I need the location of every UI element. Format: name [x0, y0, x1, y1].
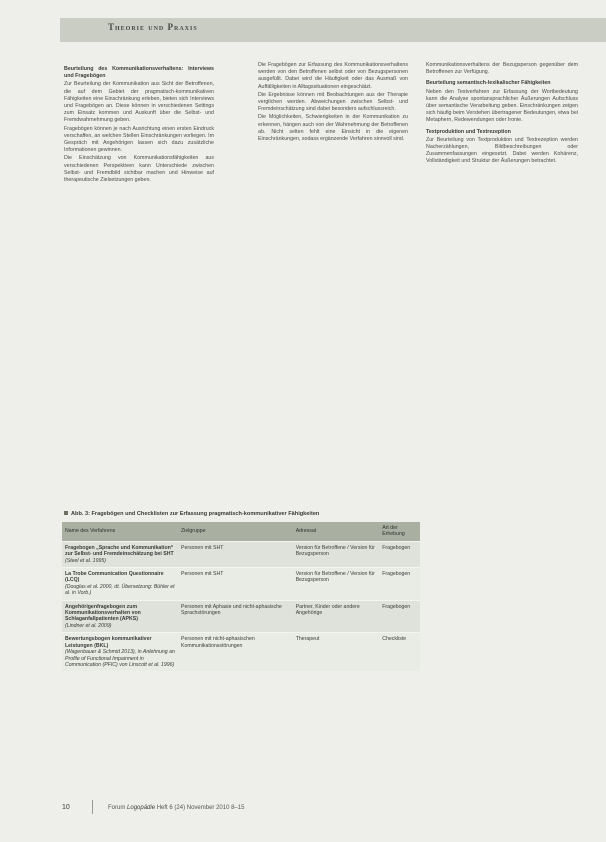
cell-method: Fragebogen	[379, 568, 420, 601]
column-header: Zielgruppe	[178, 522, 293, 541]
questionnaire-table	[62, 522, 420, 671]
cell-addressee: Partner, Kinder oder andere Angehörige	[293, 600, 380, 633]
figure-caption	[64, 511, 414, 517]
caption-text: Abb. 3: Fragebögen und Checklisten zur Erfassung pragmatisch-kommunikativer Fähigkeiten	[71, 511, 320, 517]
column-middle	[258, 62, 408, 144]
caption-marker	[64, 511, 68, 515]
section-heading: Beurteilung semantisch-lexikalischer Fähigkeiten	[426, 80, 551, 87]
column-header: Art der Erhebung	[379, 522, 420, 541]
cell-target: Personen mit nicht-aphasischen Kommunikationsstörungen	[178, 633, 293, 672]
cell-name	[62, 568, 178, 601]
cell-name	[62, 600, 178, 633]
cell-addressee: Version für Betroffene / Version für Bezugsperson	[293, 568, 380, 601]
journal-issue: Heft 6 (24) November 2010 8–15	[156, 805, 245, 811]
journal-brand: Logopädie	[127, 805, 156, 811]
procedure-name: Bewertungsbogen kommunikativer Leistungen (BKL)	[65, 636, 152, 649]
table-header-row	[62, 522, 420, 541]
paragraph: Zur Beurteilung der Kommunikation aus Sicht der Betroffenen, die auf dem Gebiet der pragmatisch-kommunikativen Fähigkeiten eine Einschränkung erleben, bieten sich Interviews und Fragebögen an. Diese können in verschiedenen Settings zum Einsatz kommen und Auskunft über die Selbst- und Fremdwahrnehmung geben.	[64, 81, 214, 124]
page-number: 10	[62, 804, 70, 811]
journal-prefix: Forum	[108, 805, 126, 811]
paragraph: Neben den Testverfahren zur Erfassung der Wortbedeutung kann die Analyse spontansprachlicher Äußerungen Aufschluss über semantische Verarbeitung geben. Einschränkungen zeigen sich häufig beim Verstehen übertragener Bedeutungen, etwa bei Metaphern, Redewendungen oder Ironie.	[426, 88, 578, 124]
reference: (Wagenbauer & Schmid 2013), in Anlehnung an Profile of Functional Impairment in Communication (PFIC) von Linscott et al. 1996)	[65, 649, 175, 668]
table-row	[62, 568, 420, 601]
table-row	[62, 600, 420, 633]
cell-method: Checkliste	[379, 633, 420, 672]
footer-divider	[92, 800, 93, 814]
cell-target: Personen mit Aphasie und nicht-aphasische Sprachstörungen	[178, 600, 293, 633]
cell-target: Personen mit SHT	[178, 568, 293, 601]
procedure-name: Fragebogen „Sprache und Kommunikation“ zur Selbst- und Fremdeinschätzung bei SHT	[65, 544, 174, 558]
paragraph: Die Ergebnisse können mit Beobachtungen aus der Therapie verglichen werden. Abweichungen zwischen Selbst- und Fremdeinschätzung sind dabei besonders aufschlussreich.	[258, 91, 408, 113]
table-row	[62, 633, 420, 672]
cell-target: Personen mit SHT	[178, 541, 293, 567]
reference: (Lindner et al. 2009)	[65, 622, 112, 629]
section-heading: Beurteilung des Kommunikationsverhaltens: Interviews und Fragebögen	[64, 66, 214, 80]
section-heading: Textproduktion und Textrezeption	[426, 128, 511, 135]
paragraph: Zur Beurteilung von Textproduktion und Textrezeption werden Nacherzählungen, Bildbeschreibungen oder Zusammenfassungen eingesetzt. Dabei werden Kohärenz, Vollständigkeit und Struktur der Äußerungen betrachtet.	[426, 136, 578, 165]
paragraph: Die Möglichkeiten, Schwierigkeiten in der Kommunikation zu erkennen, hängen auch von der Wahrnehmung der Betroffenen ab. Nicht selten fehlt eine Einsicht in die eigenen Einschränkungen, sodass ergänzende Verfahren sinnvoll sind.	[258, 114, 408, 143]
cell-method: Fragebogen	[379, 600, 420, 633]
cell-addressee: Version für Betroffene / Version für Bezugsperson	[293, 541, 380, 567]
reference: (Douglas et al. 2000, dt. Übersetzung: Bühler et al. in Vorb.)	[65, 583, 175, 597]
table-row	[62, 541, 420, 567]
paragraph: Fragebögen können je nach Ausrichtung einen ersten Eindruck verschaffen, an welchen Stellen Einschränkungen vorliegen. Im Gespräch mit Angehörigen lassen sich dazu zusätzliche Informationen gewinnen.	[64, 125, 214, 154]
column-header: Adressat	[293, 522, 380, 541]
section-header: Theorie und Praxis	[108, 22, 198, 32]
cell-addressee: Therapeut	[293, 633, 380, 672]
column-header: Name des Verfahrens	[62, 522, 178, 541]
column-left	[64, 62, 214, 185]
cell-method: Fragebogen	[379, 541, 420, 567]
paragraph: Die Fragebögen zur Erfassung des Kommunikationsverhaltens werden von den Betroffenen selbst oder von Bezugspersonen ausgefüllt. Dabei wird die Häufigkeit oder das Ausmaß von Auffälligkeiten in Alltagssituationen eingeschätzt.	[258, 62, 408, 90]
cell-name	[62, 541, 178, 567]
reference: (Steel et al. 1995)	[65, 557, 106, 564]
column-right	[426, 62, 578, 167]
cell-name	[62, 633, 178, 672]
paragraph: Die Einschätzung von Kommunikationsfähigkeiten aus verschiedenen Perspektiven kann Unterschiede zwischen Selbst- und Fremdbild sichtbar machen und Hinweise auf therapeutische Zielsetzungen geben.	[64, 155, 214, 184]
procedure-name: Angehörigenfragebogen zum Kommunikationsverhalten von Schlaganfallpatienten (APKS)	[65, 603, 141, 623]
paragraph: Kommunikationsverhaltens der Bezugsperson gegenüber dem Betroffenen zur Verfügung.	[426, 62, 578, 76]
procedure-name: La Trobe Communication Questionnaire (LCQ)	[65, 571, 164, 584]
journal-footer	[108, 805, 244, 811]
